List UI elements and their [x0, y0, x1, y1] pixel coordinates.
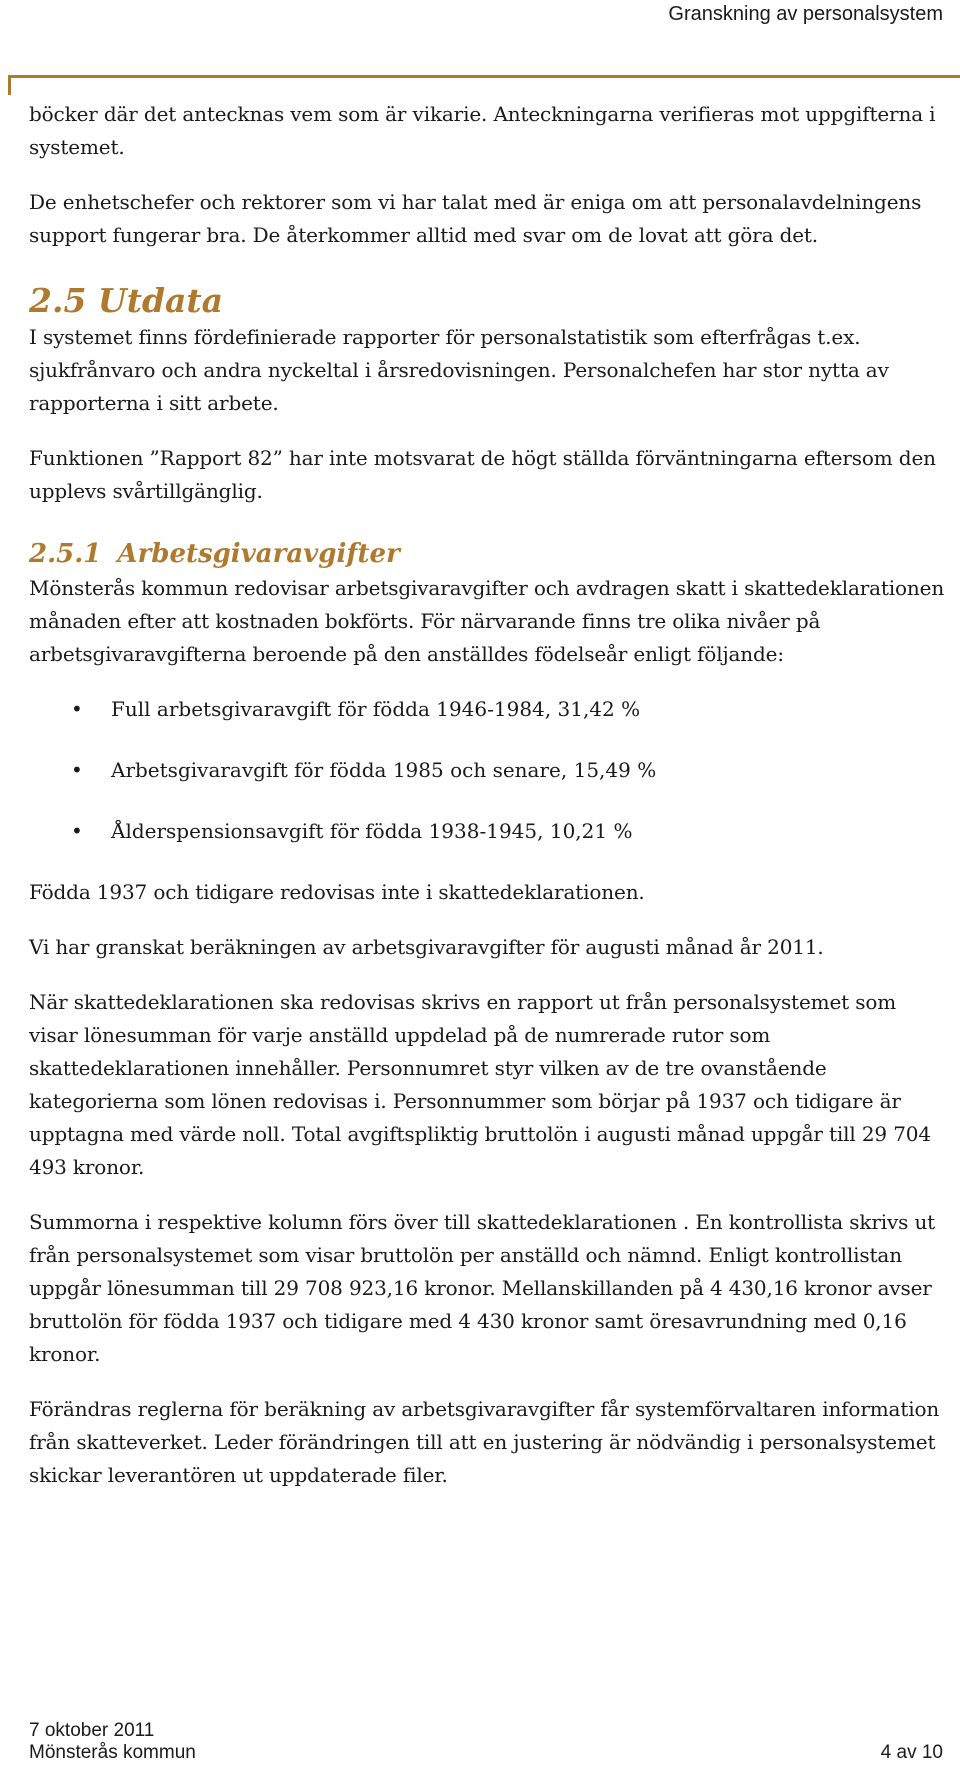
paragraph-regler: Förändras reglerna för beräkning av arbetsgivaravgifter får systemförvaltaren information från skatteverket. Leder förändringen till att en justering är nödvändig i personalsystemet skickar leverantören ut uppdaterade filer.: [29, 1397, 940, 1487]
bullet-icon: •: [71, 697, 83, 721]
footer-page-number: 4 av 10: [880, 1742, 943, 1763]
section-title: Utdata: [97, 281, 224, 320]
paragraph-summorna: Summorna i respektive kolumn förs över till skattedeklarationen . En kontrollista skrivs ut från personalsystemet som visar bruttolön per anställd och nämnd. Enligt kontrollistan uppgår lönesumman till 29 708 923,16 kronor. Mellanskillanden på 4 430,16 kronor avser bruttolön för födda 1937 och tidigare med 4 430 kronor samt öresavrundning med 0,16 kronor.: [29, 1210, 936, 1366]
footer-date: 7 oktober 2011: [29, 1720, 155, 1741]
header-corner-rule: [8, 75, 960, 95]
paragraph-rapport: När skattedeklarationen ska redovisas skrivs en rapport ut från personalsystemet som visar lönesumman för varje anställd uppdelad på de numrerade rutor som skattedeklarationen innehåller. Personnumret styr vilken av de tre ovanstående kategorierna som lönen redovisas i. Personnummer som börjar på 1937 och tidigare är upptagna med värde noll. Total avgiftspliktig bruttolön i augusti månad uppgår till 29 704 493 kronor.: [29, 990, 931, 1179]
paragraph-utdata: I systemet finns fördefinierade rapporter för personalstatistik som efterfrågas t.ex. sjukfrånvaro och andra nyckeltal i årsredovisningen. Personalchefen har stor nytta av rapporterna i sitt arbete.: [29, 325, 889, 415]
list-item: [29, 754, 949, 787]
paragraph-support: De enhetschefer och rektorer som vi har talat med är eniga om att personalavdelningens support fungerar bra. De återkommer alltid med svar om de lovat att göra det.: [29, 190, 922, 247]
paragraph-granskat: Vi har granskat beräkningen av arbetsgivaravgifter för augusti månad år 2011.: [29, 935, 824, 959]
list-item: [29, 815, 949, 848]
section-heading-utdata: [29, 281, 949, 321]
bullet-icon: •: [71, 758, 83, 782]
running-header-title: Granskning av personalsystem: [668, 3, 943, 25]
paragraph-rapport82: Funktionen ”Rapport 82” har inte motsvarat de högt ställda förväntningarna eftersom den upplevs svårtillgänglig.: [29, 446, 936, 503]
subsection-heading-arbetsgivaravgifter: [29, 536, 949, 572]
page-body: [29, 98, 949, 1492]
page-footer: [29, 1720, 943, 1764]
list-item-text: Ålderspensionsavgift för födda 1938-1945, 10,21 %: [111, 819, 633, 843]
list-item-text: Arbetsgivaravgift för födda 1985 och senare, 15,49 %: [111, 758, 657, 782]
subsection-number: 2.5.1: [29, 539, 102, 569]
paragraph-avgifter: Mönsterås kommun redovisar arbetsgivaravgifter och avdragen skatt i skattedeklarationen månaden efter att kostnaden bokförts. För närvarande finns tre olika nivåer på arbetsgivaravgifterna beroende på den anställdes födelseår enligt följande:: [29, 576, 945, 666]
footer-organization: Mönsterås kommun: [29, 1742, 196, 1763]
list-item-text: Full arbetsgivaravgift för födda 1946-1984, 31,42 %: [111, 697, 641, 721]
paragraph-1937: Födda 1937 och tidigare redovisas inte i skattedeklarationen.: [29, 880, 645, 904]
section-number: 2.5: [29, 281, 87, 320]
subsection-title: Arbetsgivaravgifter: [117, 539, 400, 569]
bullet-icon: •: [71, 819, 83, 843]
list-item: [29, 693, 949, 726]
fee-level-list: [29, 693, 949, 848]
paragraph-intro: böcker där det antecknas vem som är vikarie. Anteckningarna verifieras mot uppgifterna i systemet.: [29, 102, 936, 159]
